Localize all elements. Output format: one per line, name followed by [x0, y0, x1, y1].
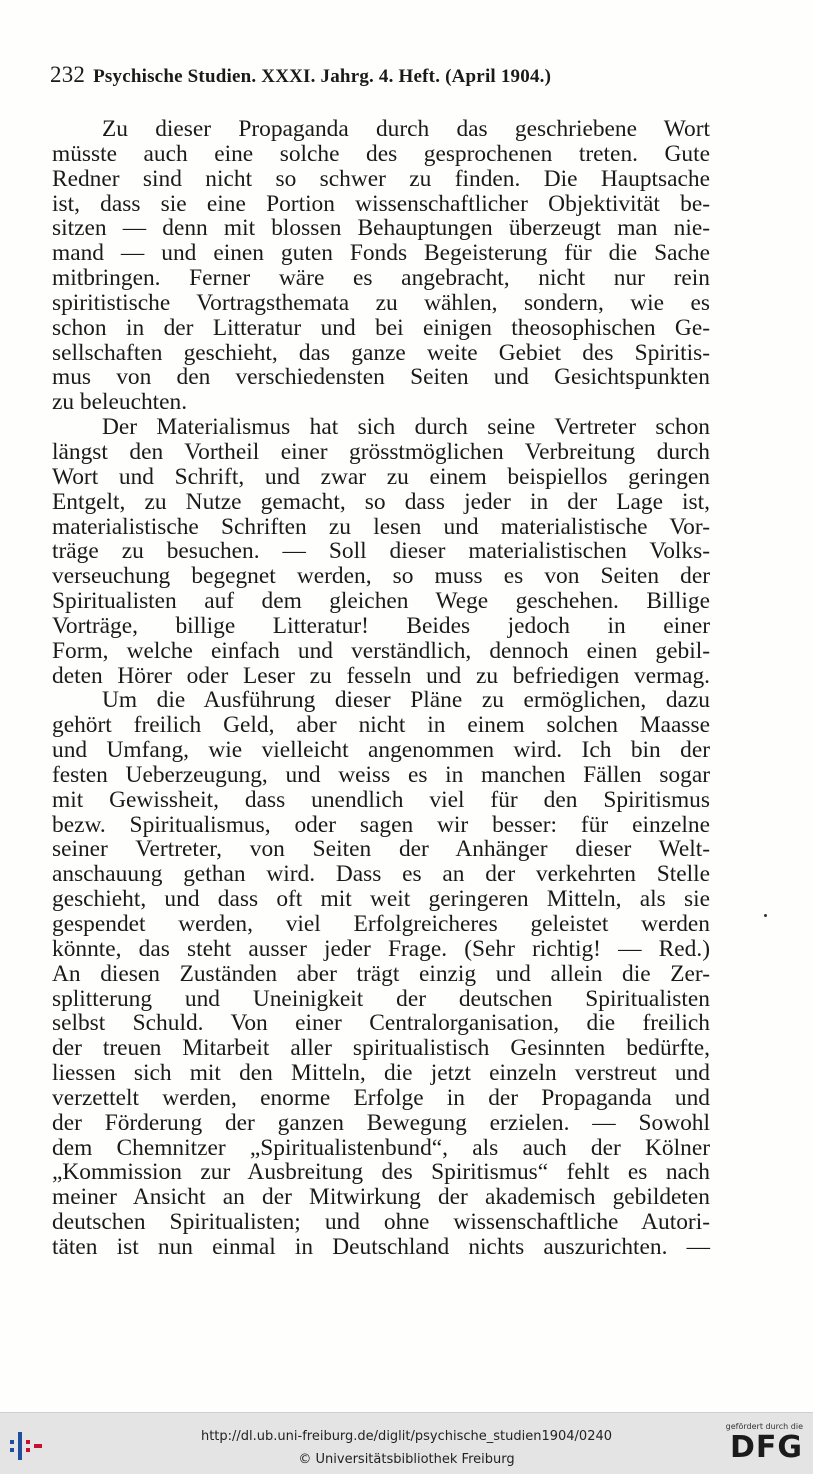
text-line: geschieht, und dass oft mit weit geringeren Mitteln, als sie — [52, 886, 710, 913]
text-line: längst den Vortheil einer grösstmöglichen Verbreitung durch — [52, 438, 710, 465]
text-line: der treuen Mitarbeit aller spiritualistisch Gesinnten bedürfte, — [52, 1035, 710, 1062]
body-text — [52, 117, 710, 1260]
text-line: der Förderung der ganzen Bewegung erzielen. — Sowohl — [52, 1109, 710, 1136]
text-line: bezw. Spiritualismus, oder sagen wir besser: für einzelne — [52, 811, 710, 838]
footer-bar — [0, 1412, 813, 1474]
text-line: verzettelt werden, enorme Erfolge in der Propaganda und — [52, 1084, 710, 1111]
text-line: sellschaften geschieht, das ganze weite Gebiet des Spiritis- — [52, 339, 710, 366]
sponsor-note: gefördert durch die — [725, 1422, 803, 1431]
scan-speck — [764, 914, 767, 917]
text-line: und Umfang, wie vielleicht angenommen wird. Ich bin der — [52, 737, 710, 764]
text-line: dem Chemnitzer „Spiritualistenbund“, als auch der Kölner — [52, 1134, 710, 1161]
text-line: seiner Vertreter, von Seiten der Anhänger dieser Welt- — [52, 836, 710, 863]
text-line: meiner Ansicht an der Mitwirkung der akademisch gebildeten — [52, 1184, 710, 1211]
text-line: verseuchung begegnet werden, so muss es von Seiten der — [52, 563, 710, 590]
text-line: anschauung gethan wird. Dass es an der verkehrten Stelle — [52, 861, 710, 888]
running-title: Psychische Studien. XXXI. Jahrg. 4. Heft. (April 1904.) — [93, 66, 552, 87]
text-line: spiritistische Vortragsthemata zu wählen, sondern, wie es — [52, 289, 710, 316]
text-line: An diesen Zuständen aber trägt einzig und allein die Zer- — [52, 960, 710, 987]
text-line: deten Hörer oder Leser zu fesseln und zu befriedigen vermag. — [52, 662, 710, 689]
text-line: materialistische Schriften zu lesen und materialistische Vor- — [52, 513, 710, 540]
text-line: mand — und einen guten Fonds Begeisterung für die Sache — [52, 240, 710, 267]
text-line: schon in der Litteratur und bei einigen theosophischen Ge- — [52, 314, 710, 341]
text-line: Der Materialismus hat sich durch seine Vertreter schon — [102, 414, 710, 441]
text-line: mus von den verschiedensten Seiten und Gesichtspunkten — [52, 364, 710, 391]
text-line: Vorträge, billige Litteratur! Beides jedoch in einer — [52, 612, 710, 639]
text-line: sitzen — denn mit blossen Behauptungen überzeugt man nie- — [52, 215, 710, 242]
running-header — [50, 62, 710, 88]
text-line: deutschen Spiritualisten; und ohne wissenschaftliche Autori- — [52, 1209, 710, 1236]
text-line: Wort und Schrift, und zwar zu einem beispiellos geringen — [52, 463, 710, 490]
text-line: liessen sich mit den Mitteln, die jetzt einzeln verstreut und — [52, 1060, 710, 1087]
page-url-link[interactable]: http://dl.ub.uni-freiburg.de/diglit/psychische_studien1904/0240 — [200, 1429, 613, 1444]
text-line: gehört freilich Geld, aber nicht in einem solchen Maasse — [52, 712, 710, 739]
text-line: täten ist nun einmal in Deutschland nichts auszurichten. — — [52, 1233, 710, 1260]
text-line: Redner sind nicht so schwer zu finden. Die Hauptsache — [52, 165, 710, 192]
text-line: mitbringen. Ferner wäre es angebracht, nicht nur rein — [52, 265, 710, 292]
text-line: splitterung und Uneinigkeit der deutschen Spiritualisten — [52, 985, 710, 1012]
copyright-notice: © Universitätsbibliothek Freiburg — [298, 1452, 515, 1467]
page-number: 232 — [50, 62, 86, 87]
text-line: selbst Schuld. Von einer Centralorganisation, die freilich — [52, 1010, 710, 1037]
text-line: Zu dieser Propaganda durch das geschriebene Wort — [102, 116, 710, 142]
text-line: mit Gewissheit, dass unendlich viel für den Spiritismus — [52, 786, 710, 813]
dfg-logo[interactable]: DFG — [729, 1430, 803, 1465]
text-line: könnte, das steht ausser jeder Frage. (Sehr richtig! — Red.) — [52, 935, 710, 962]
text-line: festen Ueberzeugung, und weiss es in manchen Fällen sogar — [52, 761, 710, 788]
text-line: müsste auch eine solche des gesprochenen treten. Gute — [52, 140, 710, 167]
text-line: ist, dass sie eine Portion wissenschaftlicher Objektivität be- — [52, 190, 710, 217]
text-line: zu beleuchten. — [52, 389, 188, 416]
text-line: Spiritualisten auf dem gleichen Wege geschehen. Billige — [52, 588, 710, 615]
text-line: Form, welche einfach und verständlich, dennoch einen gebil- — [52, 637, 710, 664]
text-line: gespendet werden, viel Erfolgreicheres geleistet werden — [52, 911, 710, 937]
text-line: „Kommission zur Ausbreitung des Spiritismus“ fehlt es nach — [52, 1159, 710, 1186]
text-line: Um die Ausführung dieser Pläne zu ermöglichen, dazu — [102, 687, 710, 714]
text-line: träge zu besuchen. — Soll dieser materialistischen Volks- — [52, 538, 710, 565]
text-line: Entgelt, zu Nutze gemacht, so dass jeder in der Lage ist, — [52, 488, 710, 515]
